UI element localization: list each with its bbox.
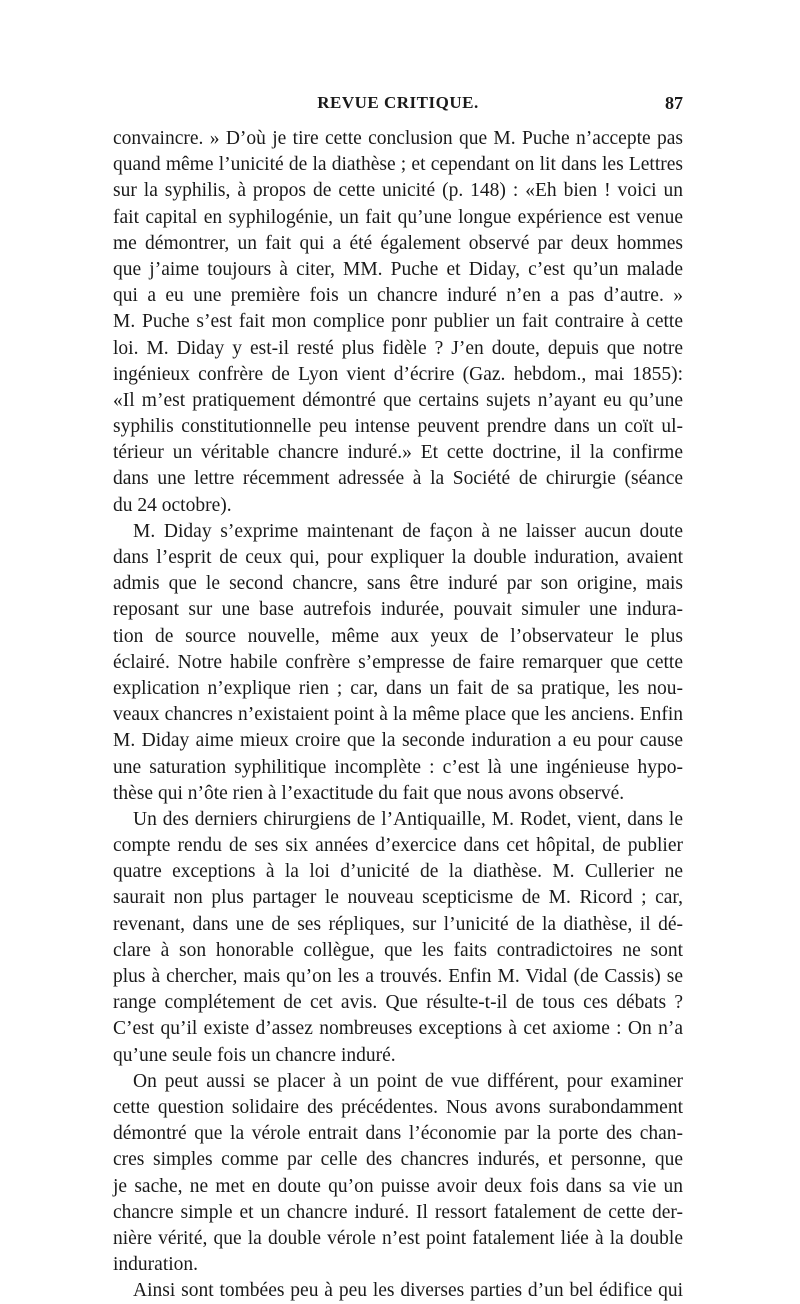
text-line: sur la syphilis, à propos de cette unicité (p. 148) : «Eh bien ! voici un — [113, 180, 683, 202]
text-line: ingénieux confrère de Lyon vient d’écrire (Gaz. hebdom., mai 1855): — [113, 363, 683, 385]
text-line: admis que le second chancre, sans être induré par son origine, mais — [113, 573, 683, 595]
text-line: qui a eu une première fois un chancre induré n’en a pas d’autre. » — [113, 285, 683, 307]
text-line: térieur un véritable chancre induré.» Et cette doctrine, il la confirme — [113, 442, 683, 464]
text-line: dans l’esprit de ceux qui, pour expliquer la double induration, avaient — [113, 547, 683, 568]
text-line: saurait non plus partager le nouveau scepticisme de M. Ricord ; car, — [113, 887, 683, 909]
text-line: quand même l’unicité de la diathèse ; et cependant on lit dans les Lettres — [113, 154, 683, 176]
page-number: 87 — [665, 93, 683, 113]
running-title: REVUE CRITIQUE. — [317, 93, 479, 112]
text-line: cette question solidaire des précédentes. Nous avons surabondamment — [113, 1096, 683, 1118]
text-line: induration. — [113, 1254, 199, 1276]
text-line: Ainsi sont tombées peu à peu les diverses parties d’un bel édifice qui — [133, 1280, 683, 1302]
text-line: M. Puche s’est fait mon complice ponr publier un fait contraire à cette — [113, 311, 683, 333]
text-line: veaux chancres n’existaient point à la même place que les anciens. Enfin — [113, 704, 683, 726]
body-text — [113, 126, 683, 1304]
text-line: cres simples comme par celle des chancres indurés, et personne, que — [113, 1149, 683, 1171]
text-line: démontré que la vérole entrait dans l’économie par la porte des chan- — [113, 1123, 683, 1145]
text-line: range complétement de cet avis. Que résulte-t-il de tous ces débats ? — [113, 992, 683, 1014]
text-line: clare à son honorable collègue, que les faits contradictoires ne sont — [113, 939, 683, 961]
text-line: qu’une seule fois un chancre induré. — [113, 1044, 396, 1066]
text-line: revenant, dans une de ses répliques, sur l’unicité de la diathèse, il dé- — [113, 913, 683, 935]
text-line: éclairé. Notre habile confrère s’empresse de faire remarquer que cette — [113, 651, 683, 673]
text-line: du 24 octobre). — [113, 494, 232, 516]
text-line: C’est qu’il existe d’assez nombreuses exceptions à cet axiome : On n’a — [113, 1018, 683, 1040]
text-line: me démontrer, un fait qui a été également observé par deux hommes — [113, 232, 683, 254]
text-line: une saturation syphilitique incomplète : c’est là une ingénieuse hypo- — [113, 756, 683, 778]
text-line: fait capital en syphilogénie, un fait qu’une longue expérience est venue — [113, 206, 683, 228]
text-line: thèse qui n’ôte rien à l’exactitude du fait que nous avons observé. — [113, 782, 625, 804]
text-line: chancre simple et un chancre induré. Il ressort fatalement de cette der- — [113, 1201, 683, 1223]
text-line: M. Diday s’exprime maintenant de façon à ne laisser aucun doute — [133, 520, 683, 542]
text-line: explication n’explique rien ; car, dans un fait de sa pratique, les nou- — [113, 677, 683, 699]
text-line: dans une lettre récemment adressée à la Société de chirurgie (séance — [113, 468, 683, 490]
text-line: convaincre. » D’où je tire cette conclusion que M. Puche n’accepte pas — [113, 128, 683, 149]
text-line: que j’aime toujours à citer, MM. Puche et Diday, c’est qu’un malade — [113, 258, 683, 280]
text-line: syphilis constitutionnelle peu intense peuvent prendre dans un coït ul- — [113, 416, 683, 438]
text-line: «Il m’est pratiquement démontré que certains sujets n’ayant eu qu’une — [113, 389, 683, 411]
text-line: plus à chercher, mais qu’on les a trouvés. Enfin M. Vidal (de Cassis) se — [113, 966, 683, 987]
text-line: M. Diday aime mieux croire que la seconde induration a eu pour cause — [113, 730, 683, 752]
text-line: reposant sur une base autrefois indurée, pouvait simuler une indura- — [113, 599, 683, 621]
text-line: tion de source nouvelle, même aux yeux de l’observateur le plus — [113, 625, 683, 647]
text-line: quatre exceptions à la loi d’unicité de la diathèse. M. Cullerier ne — [113, 861, 683, 883]
text-line: Un des derniers chirurgiens de l’Antiquaille, M. Rodet, vient, dans le — [133, 808, 683, 830]
text-line: je sache, ne met en doute qu’on puisse avoir deux fois dans sa vie un — [113, 1175, 683, 1197]
text-line: loi. M. Diday y est-il resté plus fidèle ? J’en doute, depuis que notre — [113, 337, 683, 359]
text-line: compte rendu de ses six années d’exercice dans cet hôpital, de publier — [113, 835, 683, 857]
running-head — [113, 93, 683, 117]
text-line: On peut aussi se placer à un point de vue différent, pour examiner — [133, 1070, 683, 1092]
text-line: nière vérité, que la double vérole n’est point fatalement liée à la double — [113, 1227, 683, 1249]
